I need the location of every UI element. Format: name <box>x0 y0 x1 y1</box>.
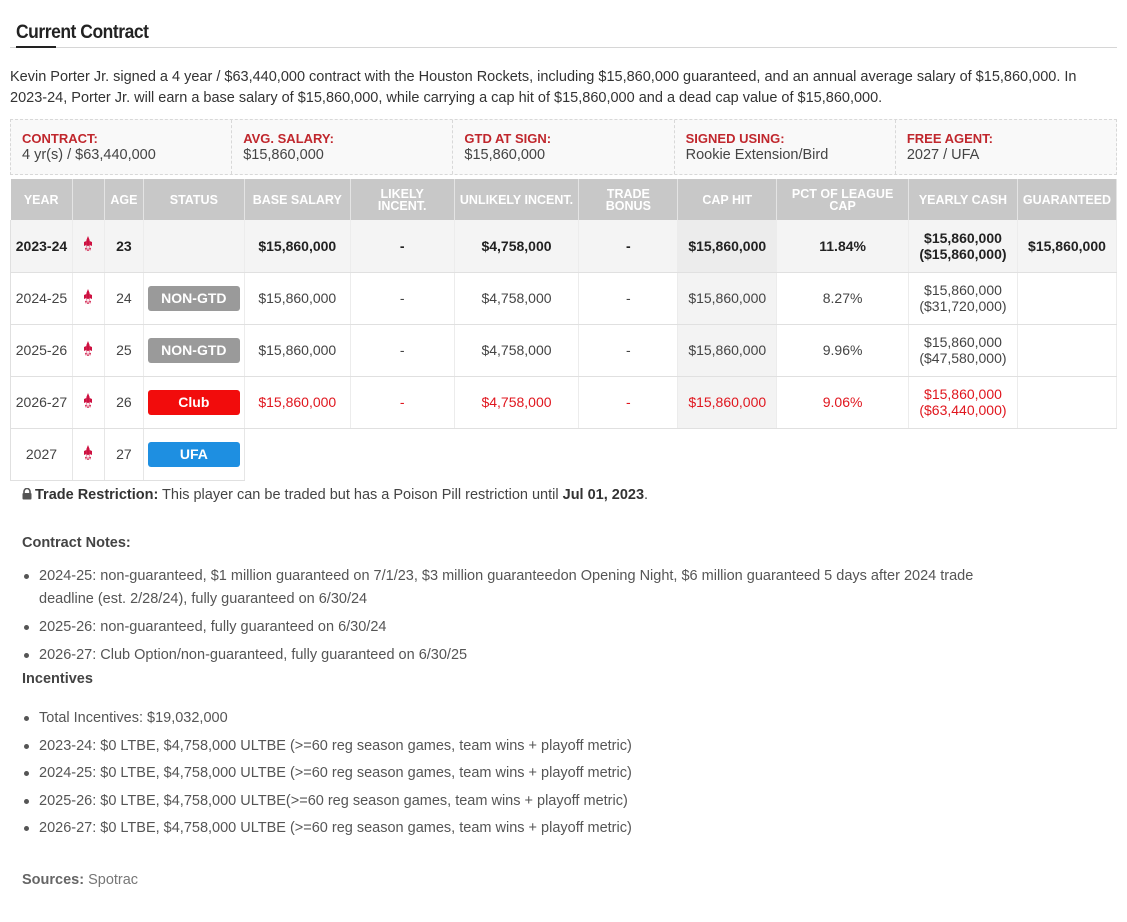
sources <box>22 872 138 888</box>
yearly-cash-value: $15,860,000 <box>924 386 1002 402</box>
cell-status <box>143 272 244 324</box>
cell-yearly-cash <box>909 376 1018 428</box>
lock-icon <box>22 488 32 500</box>
status-badge: Club <box>148 390 240 415</box>
cell-status <box>143 220 244 272</box>
incentives-title: Incentives <box>22 671 93 687</box>
cell-year: 2023-24 <box>11 220 73 272</box>
col-header-cap-hit[interactable]: CAP HIT <box>678 179 777 220</box>
summary-gtd-at-sign <box>453 120 674 174</box>
summary-signed-using <box>675 120 896 174</box>
cell-unlikely-incent: $4,758,000 <box>454 376 579 428</box>
cell-cap-hit: $15,860,000 <box>678 272 777 324</box>
cell-pct-cap: 11.84% <box>777 220 909 272</box>
cell-age: 23 <box>104 220 143 272</box>
title-underline <box>16 46 56 48</box>
cell-year: 2027 <box>11 428 73 480</box>
cell-likely-incent: - <box>350 324 454 376</box>
cell-pct-cap: 8.27% <box>777 272 909 324</box>
empty-cell <box>244 428 1116 480</box>
cell-unlikely-incent: $4,758,000 <box>454 272 579 324</box>
list-item: 2024-25: $0 LTBE, $4,758,000 ULTBE (>=60 reg season games, team wins + playoff metric) <box>22 763 1022 784</box>
yearly-cash-cumulative: ($47,580,000) <box>919 350 1007 366</box>
cell-likely-incent: - <box>350 376 454 428</box>
col-header-age[interactable]: AGE <box>104 179 143 220</box>
col-header-yearly-cash[interactable]: YEARLY CASH <box>909 179 1018 220</box>
trade-restriction <box>22 487 648 503</box>
summary-value: 4 yr(s) / $63,440,000 <box>22 147 156 163</box>
cell-trade-bonus: - <box>579 324 678 376</box>
summary-free-agent <box>896 120 1116 174</box>
list-item: 2025-26: $0 LTBE, $4,758,000 ULTBE(>=60 reg season games, team wins + playoff metric) <box>22 791 1022 812</box>
yearly-cash-value: $15,860,000 <box>924 282 1002 298</box>
summary-label: FREE AGENT: <box>906 131 994 146</box>
list-item: Total Incentives: $19,032,000 <box>22 708 1022 729</box>
restriction-date: Jul 01, 2023 <box>562 487 645 503</box>
contract-notes-list <box>22 565 1022 672</box>
cell-status <box>143 428 244 480</box>
table-row <box>11 376 1117 428</box>
cell-trade-bonus: - <box>579 220 678 272</box>
cell-cap-hit: $15,860,000 <box>678 220 777 272</box>
cell-yearly-cash <box>909 220 1018 272</box>
rockets-logo-icon <box>72 376 104 428</box>
table-row <box>11 324 1117 376</box>
table-row <box>11 220 1117 272</box>
yearly-cash-value: $15,860,000 <box>924 334 1002 350</box>
table-row <box>11 428 1117 480</box>
cell-cap-hit: $15,860,000 <box>678 324 777 376</box>
col-header-likely-incent[interactable]: LIKELY INCENT. <box>350 179 454 220</box>
yearly-cash-value: $15,860,000 <box>924 229 1002 246</box>
summary-label: CONTRACT: <box>22 131 98 146</box>
list-item: 2026-27: $0 LTBE, $4,758,000 ULTBE (>=60 reg season games, team wins + playoff metric) <box>22 818 1022 839</box>
cell-pct-cap: 9.96% <box>777 324 909 376</box>
cell-year: 2025-26 <box>11 324 73 376</box>
summary-value: $15,860,000 <box>243 147 324 163</box>
cell-status <box>143 376 244 428</box>
summary-label: GTD AT SIGN: <box>464 131 552 146</box>
summary-contract <box>11 120 232 174</box>
summary-label: AVG. SALARY: <box>243 131 334 146</box>
cell-unlikely-incent: $4,758,000 <box>454 324 579 376</box>
restriction-label: Trade Restriction: <box>35 487 159 503</box>
cell-unlikely-incent: $4,758,000 <box>454 220 579 272</box>
cell-age: 26 <box>104 376 143 428</box>
summary-value: $15,860,000 <box>464 147 546 163</box>
contract-table <box>10 179 1117 481</box>
cell-likely-incent: - <box>350 272 454 324</box>
cell-guaranteed: $15,860,000 <box>1017 220 1116 272</box>
cell-yearly-cash <box>909 324 1018 376</box>
col-header-guaranteed[interactable]: GUARANTEED <box>1017 179 1116 220</box>
section-header <box>10 18 1117 48</box>
summary-avg-salary <box>232 120 453 174</box>
section-title: Current Contract <box>16 22 149 43</box>
cell-age: 27 <box>104 428 143 480</box>
cell-age: 24 <box>104 272 143 324</box>
cell-yearly-cash <box>909 272 1018 324</box>
status-badge: UFA <box>148 442 240 467</box>
list-item: 2023-24: $0 LTBE, $4,758,000 ULTBE (>=60 reg season games, team wins + playoff metric) <box>22 736 1022 757</box>
cell-base-salary: $15,860,000 <box>244 272 350 324</box>
cell-year: 2024-25 <box>11 272 73 324</box>
col-header-base-salary[interactable]: BASE SALARY <box>244 179 350 220</box>
col-header-trade-bonus[interactable]: TRADE BONUS <box>579 179 678 220</box>
cell-pct-cap: 9.06% <box>777 376 909 428</box>
restriction-text: This player can be traded but has a Poison Pill restriction until <box>158 487 563 503</box>
yearly-cash-cumulative: ($31,720,000) <box>919 298 1007 314</box>
cell-base-salary: $15,860,000 <box>244 324 350 376</box>
contract-notes-title: Contract Notes: <box>22 535 131 551</box>
cell-year: 2026-27 <box>11 376 73 428</box>
cell-likely-incent: - <box>350 220 454 272</box>
cell-guaranteed <box>1017 324 1116 376</box>
yearly-cash-cumulative: ($63,440,000) <box>919 402 1007 418</box>
contract-summary <box>10 119 1117 175</box>
rockets-logo-icon <box>72 272 104 324</box>
cell-trade-bonus: - <box>579 272 678 324</box>
cell-base-salary: $15,860,000 <box>244 220 350 272</box>
incentives-list <box>22 708 1022 846</box>
rockets-logo-icon <box>72 428 104 480</box>
status-badge: NON-GTD <box>148 338 240 363</box>
cell-base-salary: $15,860,000 <box>244 376 350 428</box>
cell-guaranteed <box>1017 376 1116 428</box>
cell-guaranteed <box>1017 272 1116 324</box>
col-header-year[interactable]: YEAR <box>11 179 73 220</box>
yearly-cash-cumulative: ($15,860,000) <box>919 245 1007 262</box>
summary-value: 2027 / UFA <box>906 147 980 163</box>
rockets-logo-icon <box>72 220 104 272</box>
col-header-pct-cap[interactable]: PCT OF LEAGUE CAP <box>777 179 909 220</box>
contract-intro: Kevin Porter Jr. signed a 4 year / $63,440,000 contract with the Houston Rockets, including $15,860,000 guaranteed, and an annual average salary of $15,860,000. In 2023-24, Porter Jr. will earn a base salary of $15,860,000, while carrying a cap hit of $15,860,000 and a dead cap value of $15,860,000. <box>10 69 1077 106</box>
cell-cap-hit: $15,860,000 <box>678 376 777 428</box>
summary-label: SIGNED USING: <box>685 131 785 146</box>
summary-value: Rookie Extension/Bird <box>685 147 829 163</box>
cell-trade-bonus: - <box>579 376 678 428</box>
cell-age: 25 <box>104 324 143 376</box>
restriction-end: . <box>644 487 649 503</box>
list-item: 2024-25: non-guaranteed, $1 million guaranteed on 7/1/23, $3 million guaranteedon Opening Night, $6 million guaranteed 5 days after 2024 trade deadline (est. 2/28/24), fully guaranteed on 6/30/24 <box>22 565 1022 611</box>
cell-status <box>143 324 244 376</box>
col-header-status[interactable]: STATUS <box>143 179 244 220</box>
sources-label: Sources: <box>22 872 85 888</box>
sources-value[interactable]: Spotrac <box>84 872 139 888</box>
col-header-logo <box>72 179 104 220</box>
table-row <box>11 272 1117 324</box>
list-item: 2026-27: Club Option/non-guaranteed, fully guaranteed on 6/30/25 <box>22 644 1022 667</box>
status-badge: NON-GTD <box>148 286 240 311</box>
rockets-logo-icon <box>72 324 104 376</box>
col-header-unlikely-incent[interactable]: UNLIKELY INCENT. <box>454 179 579 220</box>
list-item: 2025-26: non-guaranteed, fully guaranteed on 6/30/24 <box>22 616 1022 639</box>
table-header-row <box>11 179 1117 220</box>
